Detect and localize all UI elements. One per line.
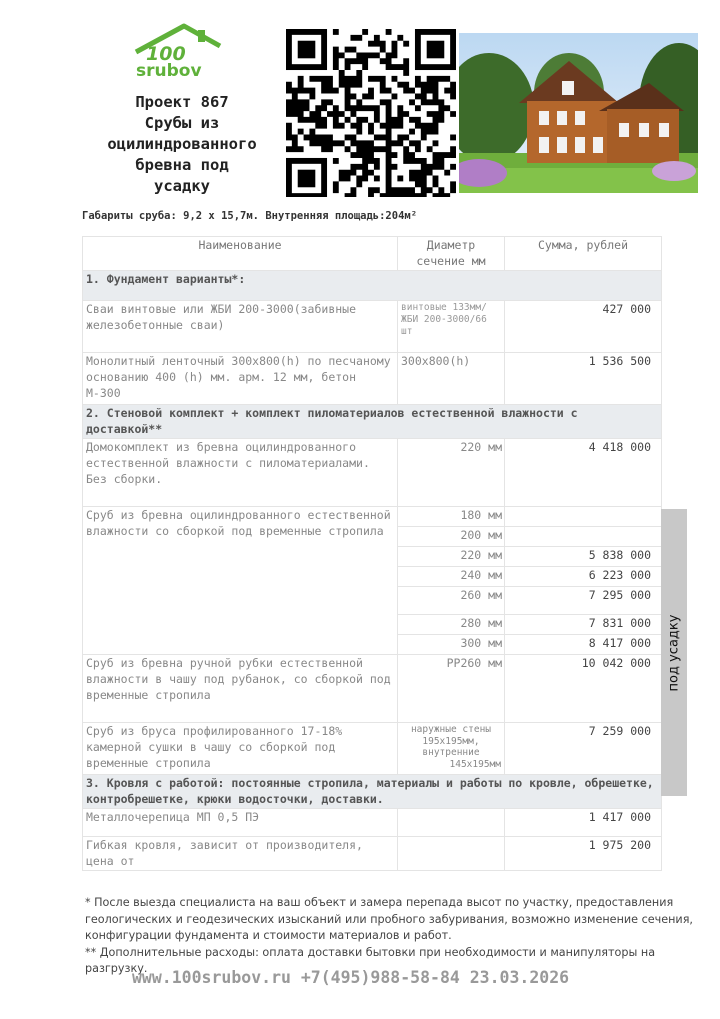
header-diameter: Диаметр сечение мм — [398, 237, 505, 271]
row-diameter: 240 мм — [398, 567, 505, 587]
row-diameter: 200 мм — [398, 527, 505, 547]
project-title — [82, 92, 282, 197]
header-name: Наименование — [83, 237, 398, 271]
table-row — [83, 723, 662, 775]
section-foundation — [83, 271, 662, 301]
svg-text:srubov: srubov — [136, 61, 202, 81]
section-roof — [83, 775, 662, 809]
title-line: оцилиндрованного — [107, 135, 257, 153]
row-sum: 7 831 000 — [505, 615, 662, 635]
footnote: ** Дополнительные расходы: оплата доставки бытовки при необходимости и манипуляторы на разгрузку. — [85, 945, 656, 975]
row-diameter: винтовые 133мм/ЖБИ 200-3000/66 шт — [398, 301, 505, 353]
company-logo — [128, 22, 228, 82]
row-name: Металлочерепица МП 0,5 ПЭ — [83, 809, 398, 837]
side-label: под усадку — [666, 614, 682, 691]
title-line: усадку — [154, 177, 210, 195]
table-row — [83, 655, 662, 723]
svg-text:100: 100 — [146, 43, 186, 65]
row-sum: 7 259 000 — [505, 723, 662, 775]
table-header-row — [83, 237, 662, 271]
row-sum: 1 536 500 — [505, 353, 662, 405]
row-sum — [505, 527, 662, 547]
row-name: Домокомплект из бревна оцилиндрованного естественной влажности с пиломатериалами. Без сборки. — [83, 439, 398, 507]
table-row — [83, 809, 662, 837]
row-diameter: 180 мм — [398, 507, 505, 527]
section-title: 2. Стеновой комплект + комплект пиломатериалов естественной влажности с доставкой** — [83, 405, 662, 439]
row-sum: 10 042 000 — [505, 655, 662, 723]
table-row — [83, 507, 662, 527]
qr-code[interactable] — [286, 29, 456, 197]
row-diameter: 300х800(h) — [398, 353, 505, 405]
row-sum: 427 000 — [505, 301, 662, 353]
side-label-bar — [661, 509, 687, 796]
logo-house-icon — [128, 22, 228, 82]
section-walls — [83, 405, 662, 439]
row-diameter: РР260 мм — [398, 655, 505, 723]
spec-table — [82, 236, 662, 871]
row-diameter — [398, 723, 505, 775]
section-title: 1. Фундамент варианты*: — [83, 271, 662, 301]
row-name: Сруб из бревна ручной рубки естественной влажности в чашу под рубанок, со сборкой под временные стропила — [83, 655, 398, 723]
row-diameter: 280 мм — [398, 615, 505, 635]
row-name: Сруб из бруса профилированного 17-18% камерной сушки в чашу со сборкой под временные стропила — [83, 723, 398, 775]
header-sum: Сумма, рублей — [505, 237, 662, 271]
diameter-line: 195х195мм, — [422, 735, 480, 747]
table-row — [83, 353, 662, 405]
section-title: 3. Кровля с работой: постоянные стропила, материалы и работы по кровле, обрешетке, контробрешетке, крюки водосточки, доставки. — [83, 775, 662, 809]
footnotes — [85, 895, 705, 978]
title-line: бревна под — [135, 156, 229, 174]
diameter-line: внутренние — [422, 747, 480, 758]
row-sum: 7 295 000 — [505, 587, 662, 615]
row-sum: 4 418 000 — [505, 439, 662, 507]
diameter-line: наружные стены — [410, 724, 492, 735]
row-name: Монолитный ленточный 300х800(h) по песчаному основанию 400 (h) мм. арм. 12 мм, бетон М-300 — [83, 353, 398, 405]
row-diameter — [398, 837, 505, 871]
row-sum — [505, 507, 662, 527]
row-sum: 5 838 000 — [505, 547, 662, 567]
row-diameter: 220 мм — [398, 439, 505, 507]
row-sum: 1 417 000 — [505, 809, 662, 837]
table-row — [83, 837, 662, 871]
row-sum: 8 417 000 — [505, 635, 662, 655]
house-photo — [459, 33, 698, 193]
title-line: Проект 867 — [135, 93, 229, 111]
row-name: Сруб из бревна оцилиндрованного естественной влажности со сборкой под временные стропила — [83, 507, 398, 655]
row-diameter: 220 мм — [398, 547, 505, 567]
dimensions-text: Габариты сруба: 9,2 х 15,7м. Внутренняя площадь:204м² — [82, 210, 418, 222]
qr-code-icon — [286, 29, 456, 197]
title-line: Срубы из — [144, 114, 220, 132]
row-diameter: 300 мм — [398, 635, 505, 655]
table-row — [83, 301, 662, 353]
row-sum: 6 223 000 — [505, 567, 662, 587]
row-name: Гибкая кровля, зависит от производителя, цена от — [83, 837, 398, 871]
row-name: Сваи винтовые или ЖБИ 200-3000(забивные железобетонные сваи) — [83, 301, 398, 353]
diameter-line: 145х195мм — [449, 758, 501, 770]
row-sum: 1 975 200 — [505, 837, 662, 871]
row-diameter: 260 мм — [398, 587, 505, 615]
contact-line[interactable]: www.100srubov.ru +7(495)988-58-84 23.03.2026 — [132, 968, 570, 987]
footnote: * После выезда специалиста на ваш объект и замера перепада высот по участку, предоставления геологических и геодезических изысканий или пробного забуривания, возможно изменение сечения, конфигурации фундамента и стоимости материалов и работ. — [85, 896, 693, 942]
table-row — [83, 439, 662, 507]
row-diameter — [398, 809, 505, 837]
